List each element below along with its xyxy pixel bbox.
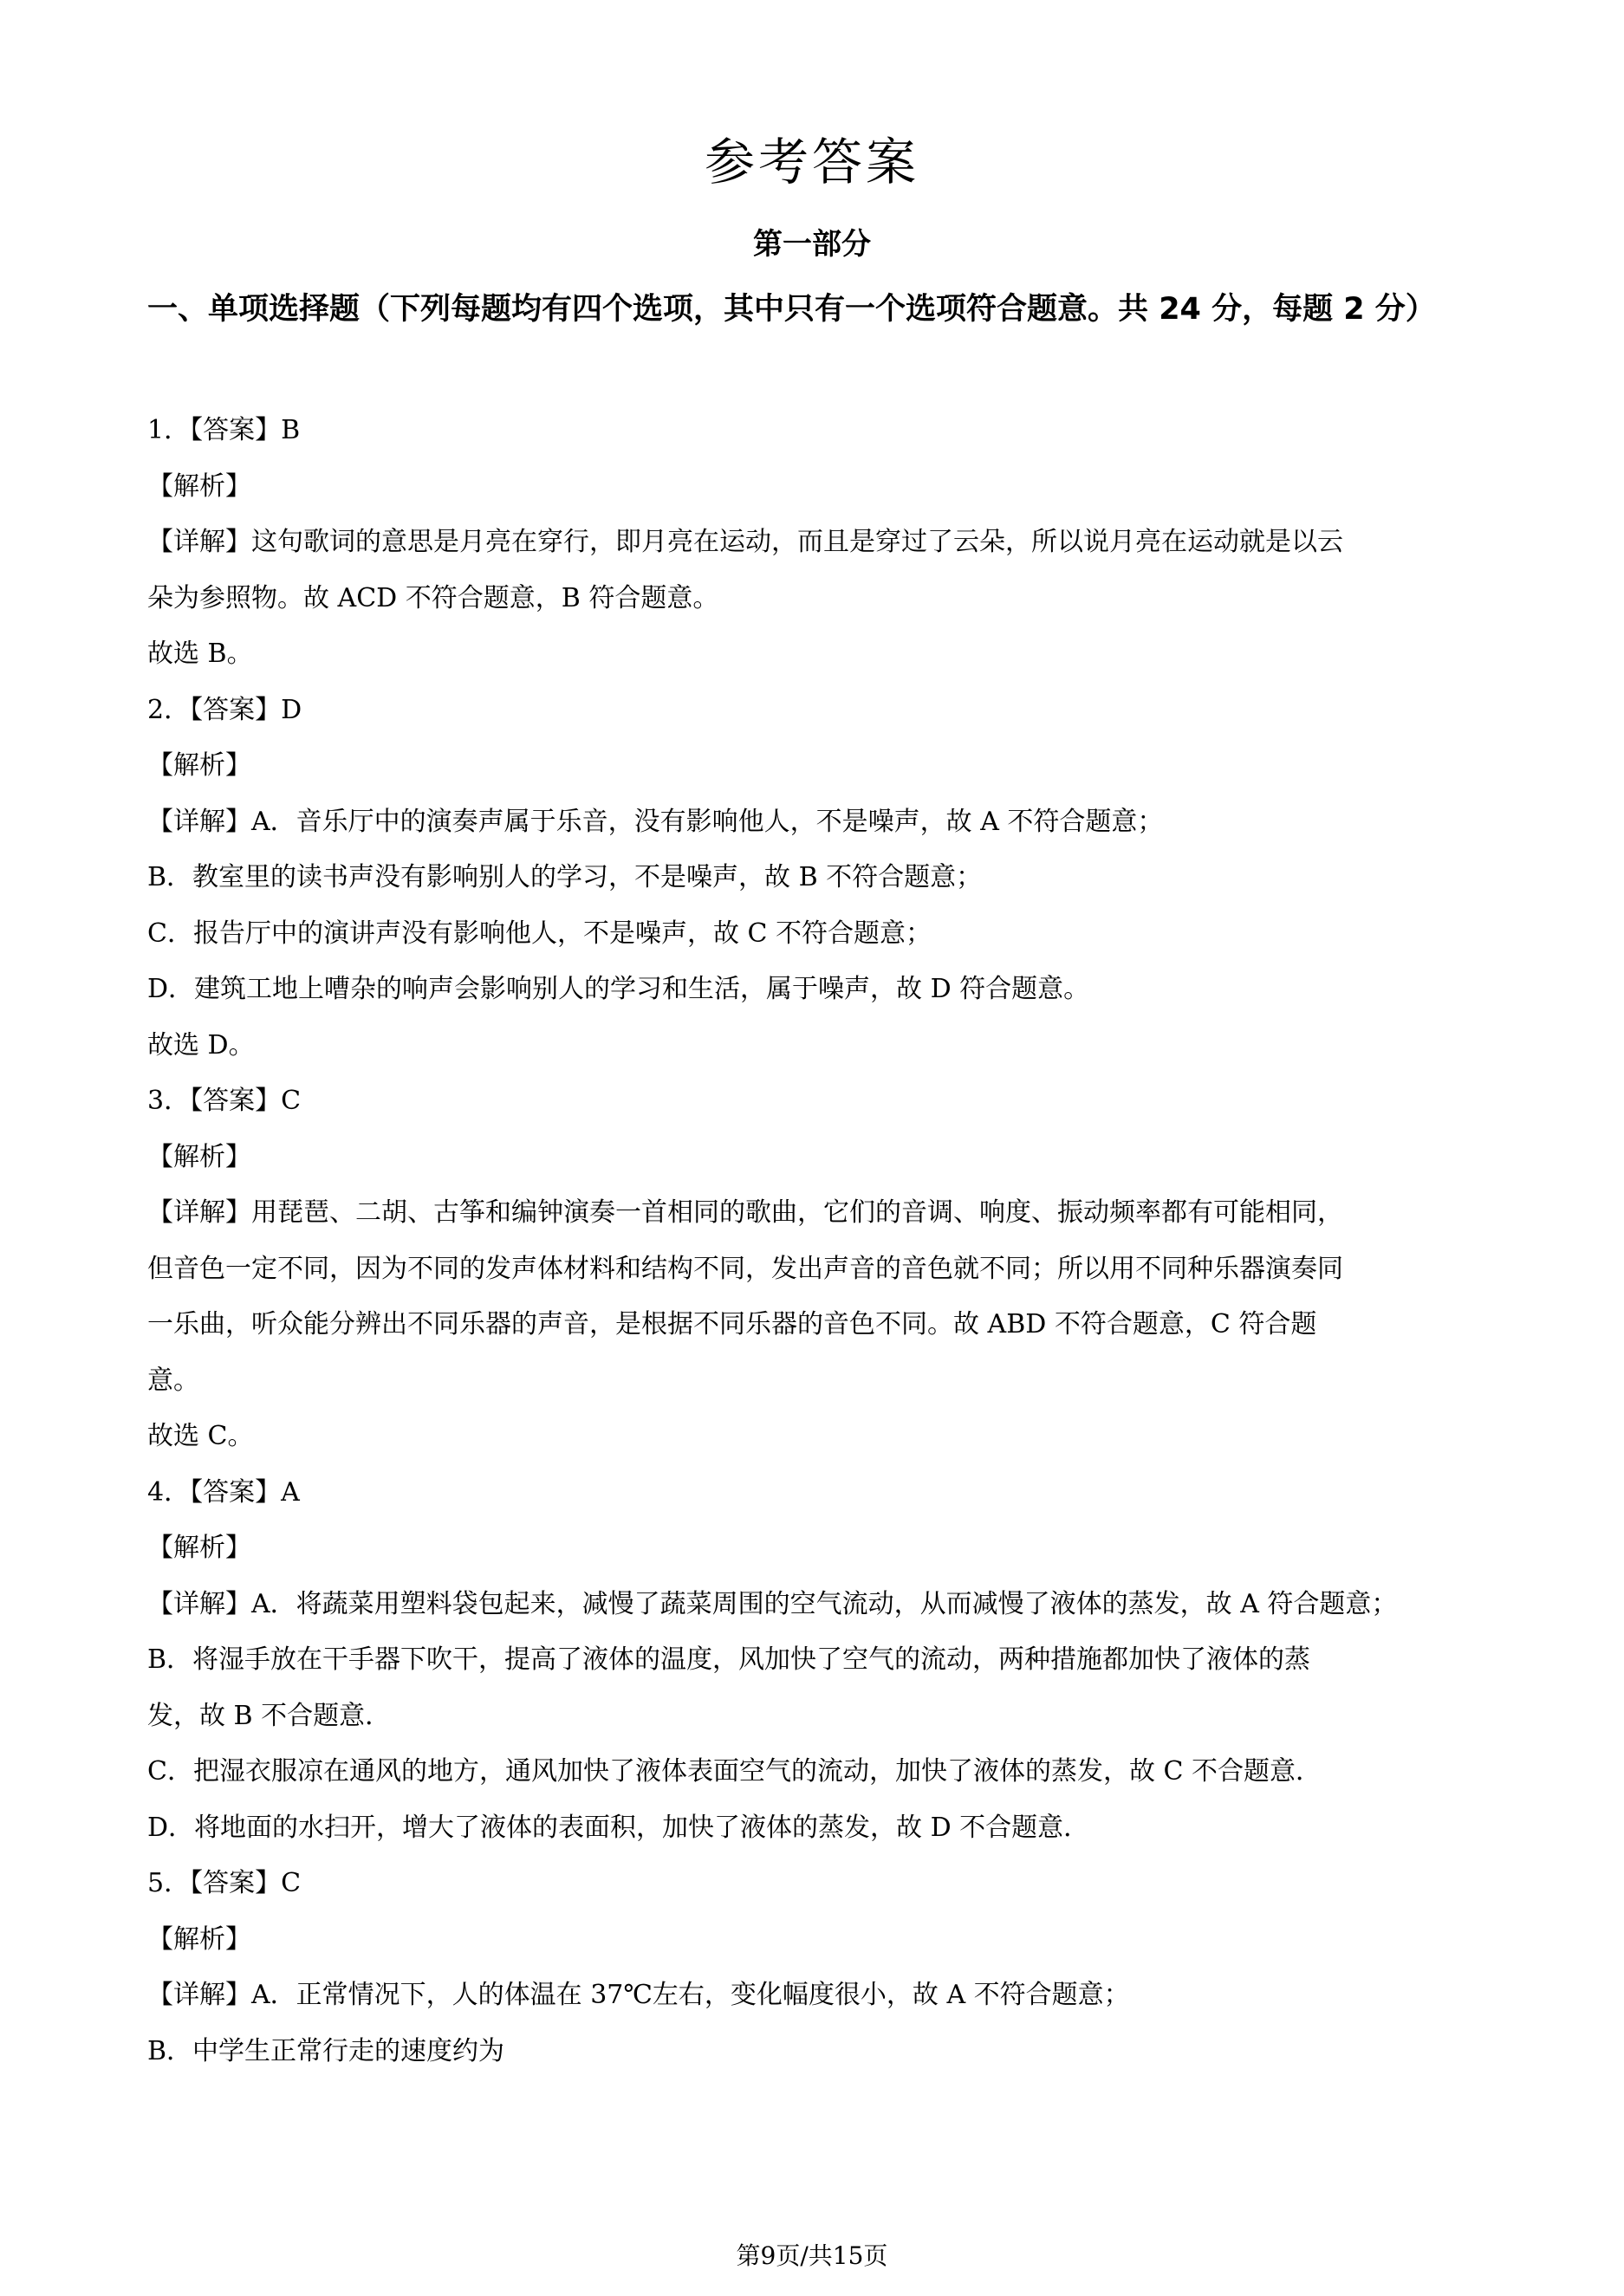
text-line: 【详解】A．正常情况下，人的体温在 37℃左右，变化幅度很小，故 A 不符合题意； [147, 1980, 1130, 2010]
section-heading: 一、单项选择题（下列每题均有四个选项，其中只有一个选项符合题意。共 24 分，每题 2 分） [147, 292, 1436, 327]
answer-body [147, 403, 1499, 2079]
part-title: 第一部分 [753, 227, 871, 262]
text-line: 【详解】这句歌词的意思是月亮在穿行，即月亮在运动，而且是穿过了云朵，所以说月亮在运动就是以云 [147, 527, 1343, 557]
text-line: 【解析】 [147, 470, 251, 502]
text-line: 5．【答案】C [147, 1868, 302, 1898]
text-line: 1．【答案】B [147, 415, 301, 445]
text-line: 故选 B。 [147, 639, 253, 669]
text-line: D．建筑工地上嘈杂的响声会影响别人的学习和生活，属于噪声，故 D 符合题意。 [147, 974, 1090, 1004]
text-line: 【详解】用琵琶、二胡、古筝和编钟演奏一首相同的歌曲，它们的音调、响度、振动频率都有可能相同， [147, 1197, 1343, 1228]
text-line: B．中学生正常行走的速度约为 [147, 2035, 505, 2066]
text-line: 【解析】 [147, 750, 251, 781]
text-line: C．把湿衣服凉在通风的地方，通风加快了液体表面空气的流动，加快了液体的蒸发，故 C 不合题意． [147, 1756, 1322, 1787]
page-footer: 第9页/共15页 [736, 2241, 888, 2270]
text-line: 【详解】A．音乐厅中的演奏声属于乐音，没有影响他人，不是噪声，故 A 不符合题意； [147, 806, 1164, 837]
text-line: 朵为参照物。故 ACD 不符合题意，B 符合题意。 [147, 582, 719, 613]
text-line: 【解析】 [147, 1923, 251, 1955]
text-line: 一乐曲，听众能分辨出不同乐器的声音，是根据不同乐器的音色不同。故 ABD 不符合题意，C 符合题 [147, 1309, 1317, 1339]
text-line: 故选 D。 [147, 1029, 255, 1060]
text-line: B．教室里的读书声没有影响别人的学习，不是噪声，故 B 不符合题意； [147, 862, 983, 892]
page-title: 参考答案 [704, 133, 919, 191]
text-line: 故选 C。 [147, 1421, 254, 1451]
text-line: B．将湿手放在干手器下吹干，提高了液体的温度，风加快了空气的流动，两种措施都加快了液体的蒸 [147, 1644, 1311, 1675]
text-line: 4．【答案】A [147, 1476, 300, 1508]
text-line: 【详解】A．将蔬菜用塑料袋包起来，减慢了蔬菜周围的空气流动，从而减慢了液体的蒸发，故 A 符合题意； [147, 1588, 1398, 1619]
text-line: 【解析】 [147, 1141, 251, 1172]
text-line: 意。 [147, 1365, 199, 1396]
text-line: D．将地面的水扫开，增大了液体的表面积，加快了液体的蒸发，故 D 不合题意． [147, 1812, 1090, 1843]
text-line: C．报告厅中的演讲声没有影响他人，不是噪声，故 C 不符合题意； [147, 918, 932, 949]
text-line: 【解析】 [147, 1533, 251, 1563]
text-line: 2．【答案】D [147, 694, 302, 725]
text-line: 但音色一定不同，因为不同的发声体材料和结构不同，发出声音的音色就不同；所以用不同种乐器演奏同 [147, 1253, 1343, 1284]
text-line: 3．【答案】C [147, 1086, 302, 1116]
text-line: 发，故 B 不合题意． [147, 1700, 392, 1731]
